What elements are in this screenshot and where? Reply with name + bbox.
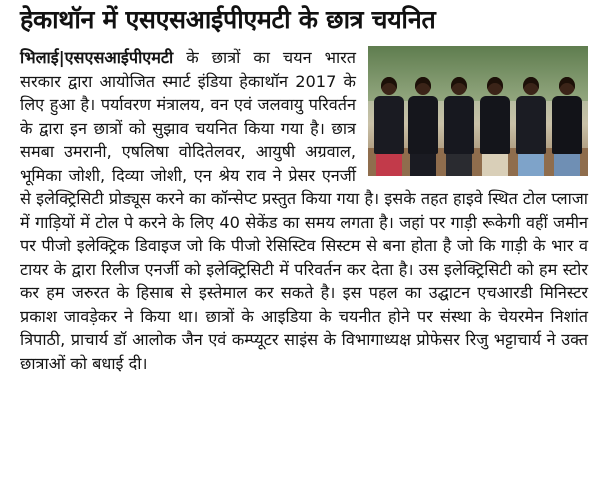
student-figure <box>408 77 438 176</box>
dateline: भिलाई|एसएसआईपीएमटी <box>20 48 174 67</box>
student-figure <box>552 77 582 176</box>
headline: हेकाथॉन में एसएसआईपीएमटी के छात्र चयनित <box>20 5 436 34</box>
student-figure <box>516 77 546 176</box>
student-figure <box>374 77 404 176</box>
student-figure <box>444 77 474 176</box>
article-body <box>20 46 588 375</box>
student-figure <box>480 77 510 176</box>
article-text: के छात्रों का चयन भारत सरकार द्वारा आयोजित स्मार्ट इंडिया हेकाथॉन 2017 के लिए हुआ है। पर्यावरण मंत्रालय, वन एवं जलवायु परिवर्तन के द्वारा इन छात्रों को सुझाव चयनित किया गया है। छात्र समबा उमरानी, एषलिषा वोदितेलवर, आयुषी अग्रवाल, भूमिका जोशी, दिव्या जोशी, एन श्रेय राव ने प्रेसर एनर्जी से इलेक्ट्रिसिटी प्रोड्यूस करने का कॉन्सेप्ट प्रस्तुत किया गया है। इसके तहत हाइवे स्थित टोल प्लाजा में गाड़ियों में टोल पे करने के लिए 40 सेकेंड का समय लगता है। जहां पर गाड़ी रूकेगी वहीं जमीन पर पीजो इलेक्ट्रिक डिवाइज जो कि पीजो रेसिस्टिव सिस्टम से बना होता है जो कि गाड़ी के भार व टायर के द्वारा रिलीज एनर्जी को इलेक्ट्रिसिटी में परिवर्तन कर देता है। उस इलेक्ट्रिसिटी को हम स्टोर कर हम जरुरत के हिसाब से इस्तेमाल कर सकते है। इस पहल का उद्घाटन एचआरडी मिनिस्टर प्रकाश जावड़ेकर ने किया था। छात्रों के आइडिया के चयनीत होने पर संस्था के चेयरमेन निशांत त्रिपाठी, प्राचार्य डॉ आलोक जैन एवं कम्प्यूटर साइंस के विभागाध्यक्ष प्रोफेसर रिजु भट्टाचार्य ने उक्त छात्राओं को बधाई दी। <box>20 48 588 373</box>
students-group-photo <box>368 46 588 176</box>
